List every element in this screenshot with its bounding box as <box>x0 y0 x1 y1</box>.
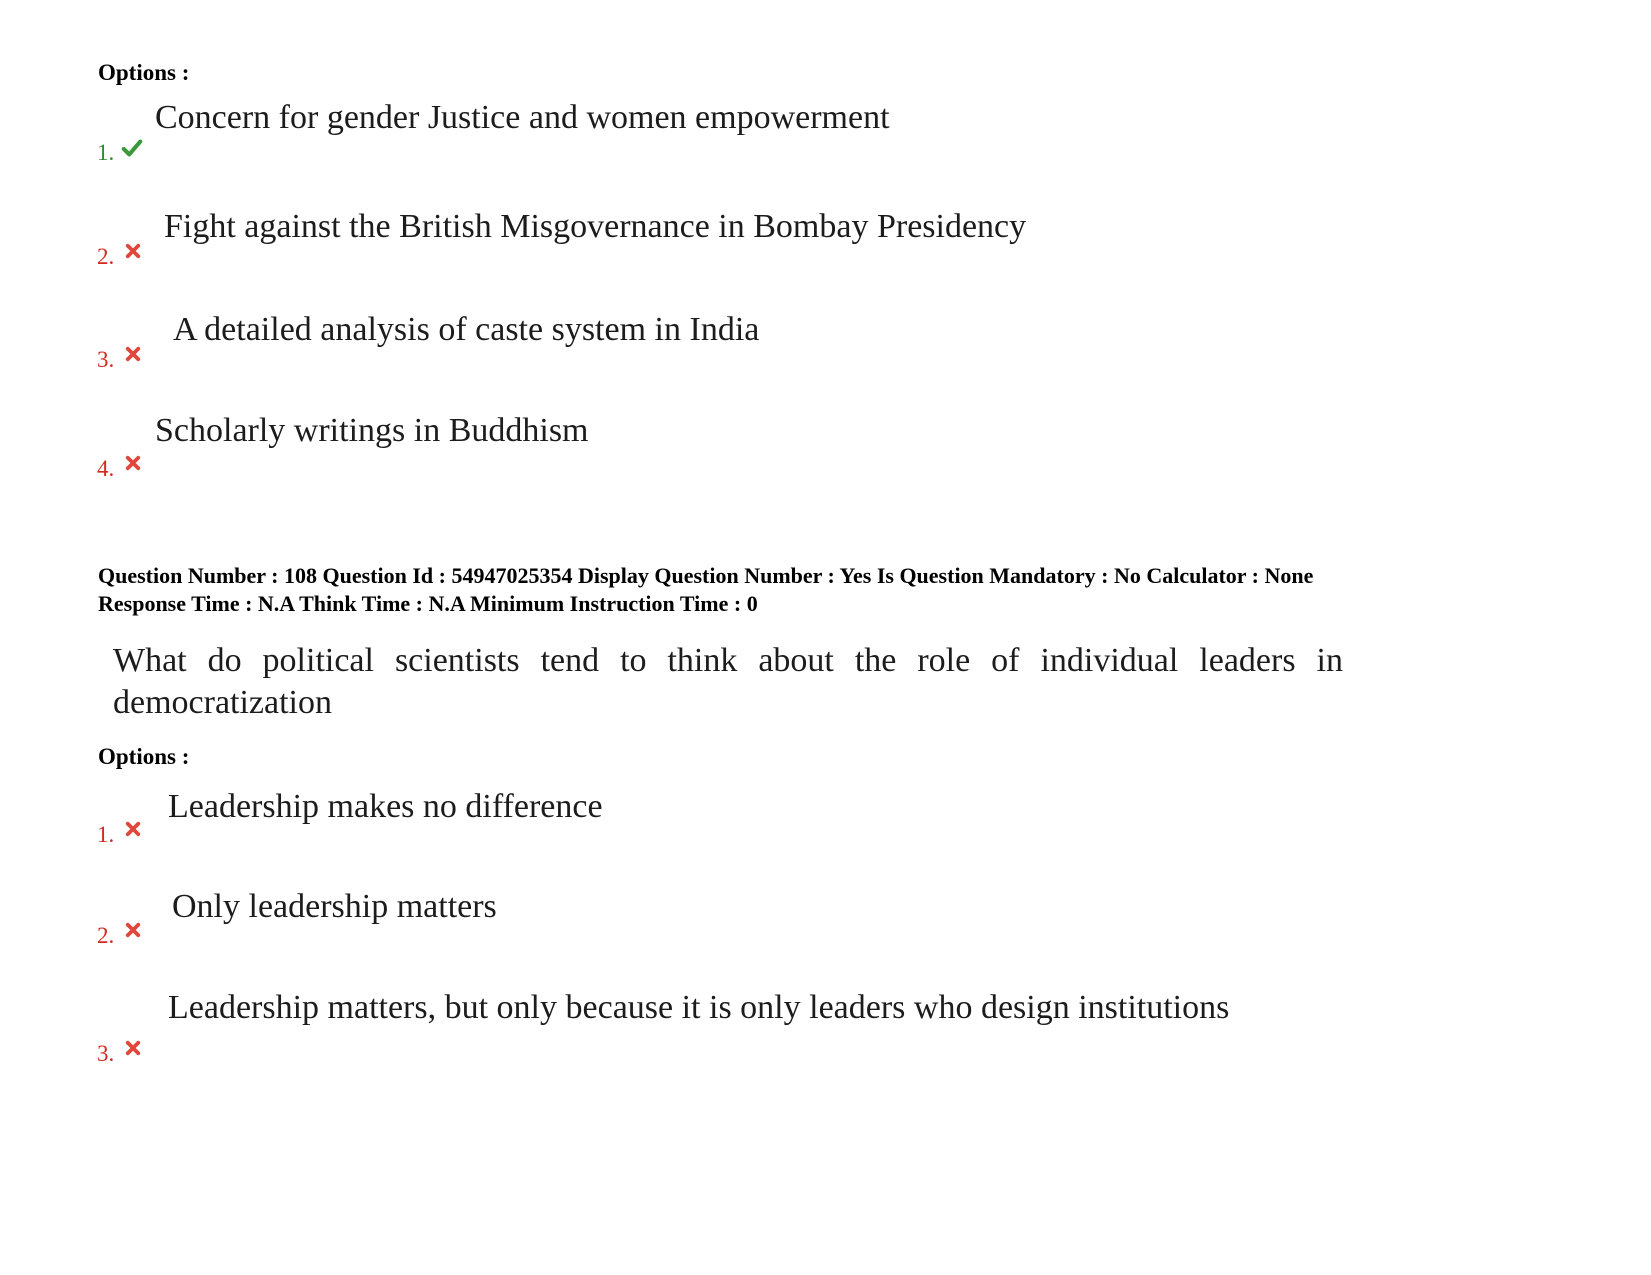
option-number: 2. <box>97 244 115 269</box>
cross-mark-icon <box>124 454 142 472</box>
cross-mark-icon <box>124 345 142 363</box>
cross-mark-icon <box>124 921 142 939</box>
option-text: Fight against the British Misgovernance in Bombay Presidency <box>164 208 1027 245</box>
question-meta-line-1: Question Number : 108 Question Id : 54947025354 Display Question Number : Yes Is Question Mandatory : No Calculator : None <box>98 563 1314 588</box>
option-text: Concern for gender Justice and women empowerment <box>155 99 890 136</box>
options-label: Options : <box>98 60 190 85</box>
option-number: 3. <box>97 1041 115 1066</box>
option-number: 1. <box>97 140 115 165</box>
option-text: A detailed analysis of caste system in India <box>173 311 760 348</box>
option-text: Leadership makes no difference <box>168 788 603 825</box>
option-number: 1. <box>97 822 115 847</box>
cross-mark-icon <box>124 820 142 838</box>
question-text: What do political scientists tend to think about the role of individual leaders in democratization <box>113 642 1343 721</box>
option-number: 2. <box>97 923 115 948</box>
option-text: Scholarly writings in Buddhism <box>155 412 589 449</box>
options-label: Options : <box>98 744 190 769</box>
cross-mark-icon <box>124 1039 142 1057</box>
check-mark-icon <box>121 137 143 159</box>
option-text: Only leadership matters <box>172 888 497 925</box>
option-number: 4. <box>97 456 115 481</box>
question-meta-line-2: Response Time : N.A Think Time : N.A Minimum Instruction Time : 0 <box>98 591 758 616</box>
option-text: Leadership matters, but only because it is only leaders who design institutions <box>168 989 1230 1026</box>
option-number: 3. <box>97 347 115 372</box>
cross-mark-icon <box>124 242 142 260</box>
